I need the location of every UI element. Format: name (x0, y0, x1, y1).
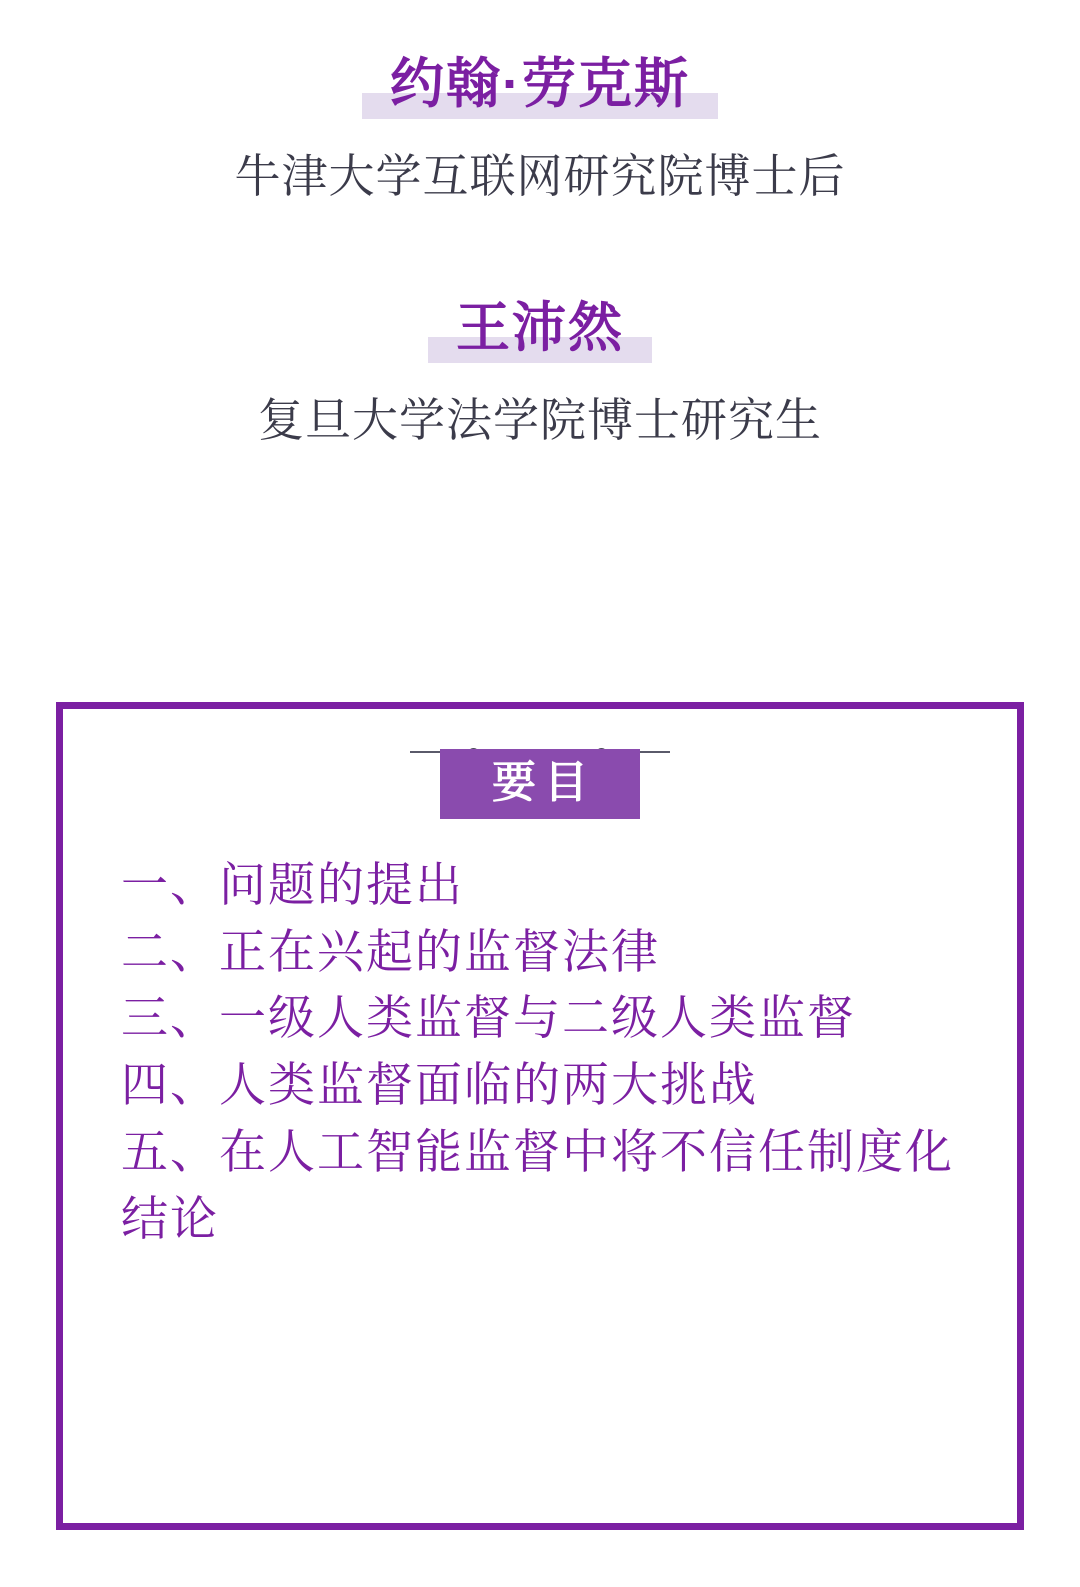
author-name-text: 约翰·劳克斯 (390, 54, 690, 114)
list-item: 一、问题的提出 (121, 860, 464, 912)
outline-box (56, 702, 1024, 1530)
list-item: 五、在人工智能监督中将不信任制度化 (121, 1126, 954, 1179)
list-item: 三、一级人类监督与二级人类监督 (121, 993, 856, 1046)
author-name-1 (384, 56, 696, 113)
author-block-1 (0, 0, 1080, 204)
list-item: 结论 (121, 1193, 219, 1246)
author-affiliation-1: 牛津大学互联网研究院博士后 (234, 150, 846, 202)
list-item: 二、正在兴起的监督法律 (121, 926, 660, 979)
author-name-text: 王沛然 (456, 297, 624, 358)
outline-list (63, 853, 1017, 1253)
author-name-2 (450, 297, 630, 358)
outline-title-badge: 要目 (440, 749, 640, 819)
author-affiliation-2: 复旦大学法学院博士研究生 (258, 394, 822, 446)
list-item: 四、人类监督面临的两大挑战 (121, 1060, 758, 1113)
author-block-2 (0, 204, 1080, 448)
outline-header (63, 709, 1017, 809)
